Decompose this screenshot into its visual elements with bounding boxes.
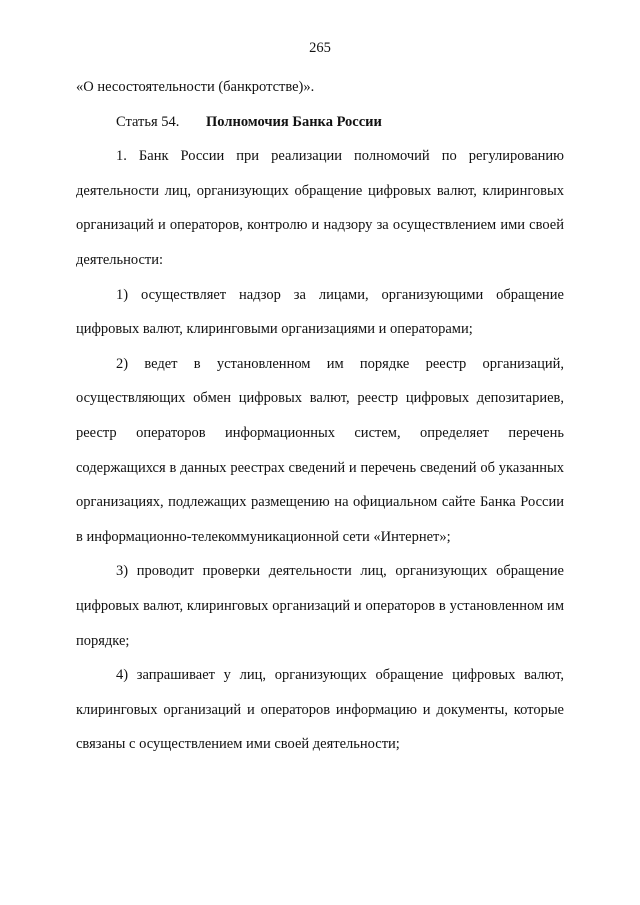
article-title: Полномочия Банка России [206, 113, 382, 130]
list-item-4: 4) запрашивает у лиц, организующих обращение цифровых валют, клиринговых организаций и операторов информацию и документы, которые связаны с осуществлением ими своей деятельности; [76, 667, 564, 753]
list-item-2: 2) ведет в установленном им порядке реестр организаций, осуществляющих обмен цифровых валют, реестр цифровых депозитариев, реестр операторов информационных систем, определяет перечень содержащихся в данных реестрах сведений и перечень сведений об указанных организациях, подлежащих размещению на официальном сайте Банка России в информационно-телекоммуникационной сети «Интернет»; [76, 355, 564, 545]
article-heading [76, 105, 564, 140]
document-body [76, 70, 564, 762]
article-number: Статья 54. [116, 113, 180, 130]
list-item-3: 3) проводит проверки деятельности лиц, организующих обращение цифровых валют, клиринговых организаций и операторов в установленном им порядке; [76, 563, 564, 649]
list-item-1: 1) осуществляет надзор за лицами, организующими обращение цифровых валют, клиринговыми организациями и операторами; [76, 286, 564, 338]
page-number: 265 [309, 40, 331, 56]
continuation-text: «О несостоятельности (банкротстве)». [76, 79, 315, 95]
paragraph-1: 1. Банк России при реализации полномочий по регулированию деятельности лиц, организующих обращение цифровых валют, клиринговых организаций и операторов, контролю и надзору за осуществлением ими своей деятельности: [76, 148, 564, 268]
